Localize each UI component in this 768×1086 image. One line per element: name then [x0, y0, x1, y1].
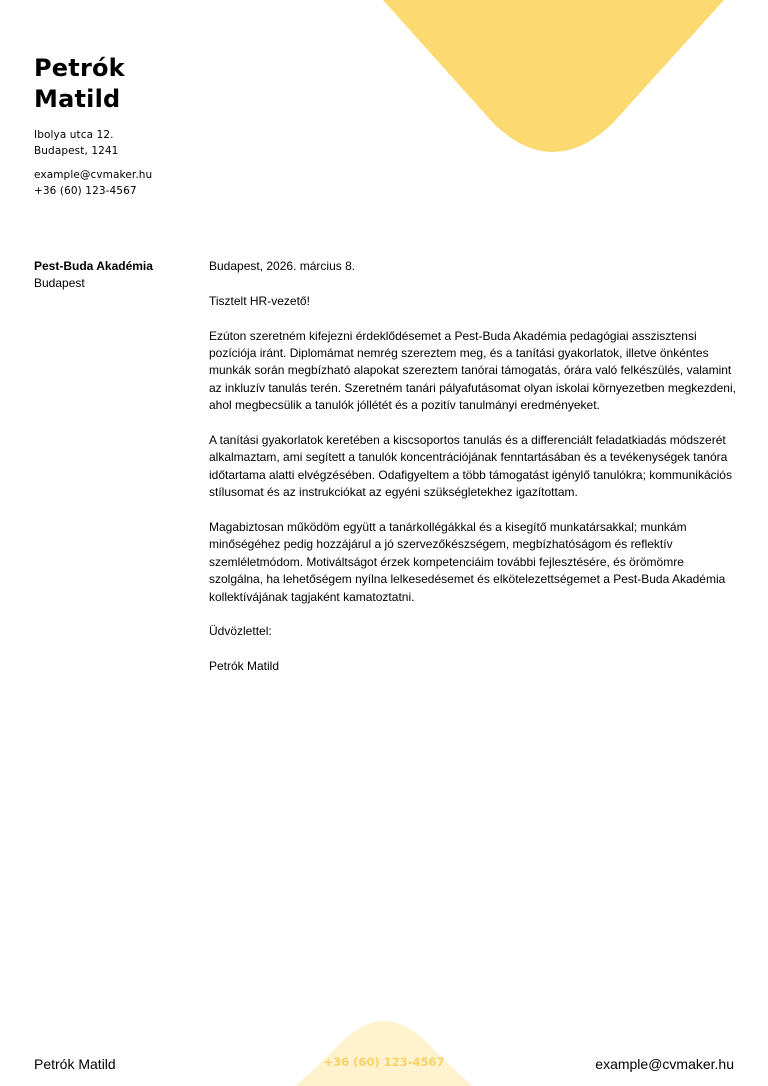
applicant-name-line1: Petrók — [34, 54, 125, 82]
recipient-city: Budapest — [34, 276, 85, 290]
decorative-bottom-shape — [0, 1010, 768, 1086]
applicant-phone: +36 (60) 123-4567 — [34, 185, 137, 197]
top-yellow-triangle — [383, 0, 724, 152]
footer-name: Petrók Matild — [34, 1056, 116, 1072]
letter-signature: Petrók Matild — [209, 659, 280, 674]
letter-salutation: Tisztelt HR-vezető! — [209, 293, 310, 308]
applicant-address — [34, 127, 118, 159]
recipient-company: Pest-Buda Akadémia — [34, 259, 153, 273]
applicant-contact — [34, 167, 152, 199]
letter-date: Budapest, 2026. március 8. — [209, 259, 356, 273]
address-line2: Budapest, 1241 — [34, 145, 119, 157]
applicant-name — [34, 53, 125, 115]
address-line1: Ibolya utca 12. — [34, 129, 114, 141]
recipient-block — [34, 258, 153, 292]
letter-paragraph-2: A tanítási gyakorlatok keretében a kiscsoportos tanulás és a differenciált feladatkiadás módszerét alkalmaztam, ami segített a tanulók koncentrációjának fenntartásában és a tevékenységek tanóra időtartama alatti elvégzésében. Odafigyeltem a több támogatást igénylő tanulókra; kommunikációs stílusomat és az instrukciókat az egyéni szükségletekhez igazítottam. — [209, 433, 732, 500]
letter-closing: Üdvözlettel: — [209, 624, 272, 639]
footer-phone: +36 (60) 123-4567 — [323, 1055, 445, 1069]
letter-paragraph-3: Magabiztosan működöm együtt a tanárkollégákkal és a kisegítő munkatársakkal; munkám minőségéhez pedig hozzájárul a jó szervezőkészségem, megbízhatóságom és reflektív szemléletmódom. Motiváltságot érzek kompetenciáim további fejlesztésére, és örömömre szolgálna, ha lehetőségem nyílna lelkesedésemet és elkötelezettségemet a Pest-Buda Akadémia kollektívájának tagjaként kamatoztatni. — [209, 520, 726, 604]
applicant-email: example@cvmaker.hu — [34, 169, 153, 181]
footer-email: example@cvmaker.hu — [595, 1056, 734, 1072]
applicant-name-line2: Matild — [34, 85, 121, 113]
letter-paragraph-1: Ezúton szeretném kifejezni érdeklődésemet a Pest-Buda Akadémia pedagógiai asszisztensi pozíciója iránt. Diplomámat nemrég szereztem meg, és a tanítási gyakorlatok, illetve önkéntes munkák során megbízható alapokat szereztem tanórai támogatás, órára való felkészülés, valamint az inkluzív tanulás terén. Szeretném tanári pályafutásomat olyan iskolai környezetben megkezdeni, ahol megbecsülik a tanulók jóllétét és a pozitív tanulmányi eredményeket. — [209, 328, 736, 413]
letter-body — [209, 258, 737, 693]
